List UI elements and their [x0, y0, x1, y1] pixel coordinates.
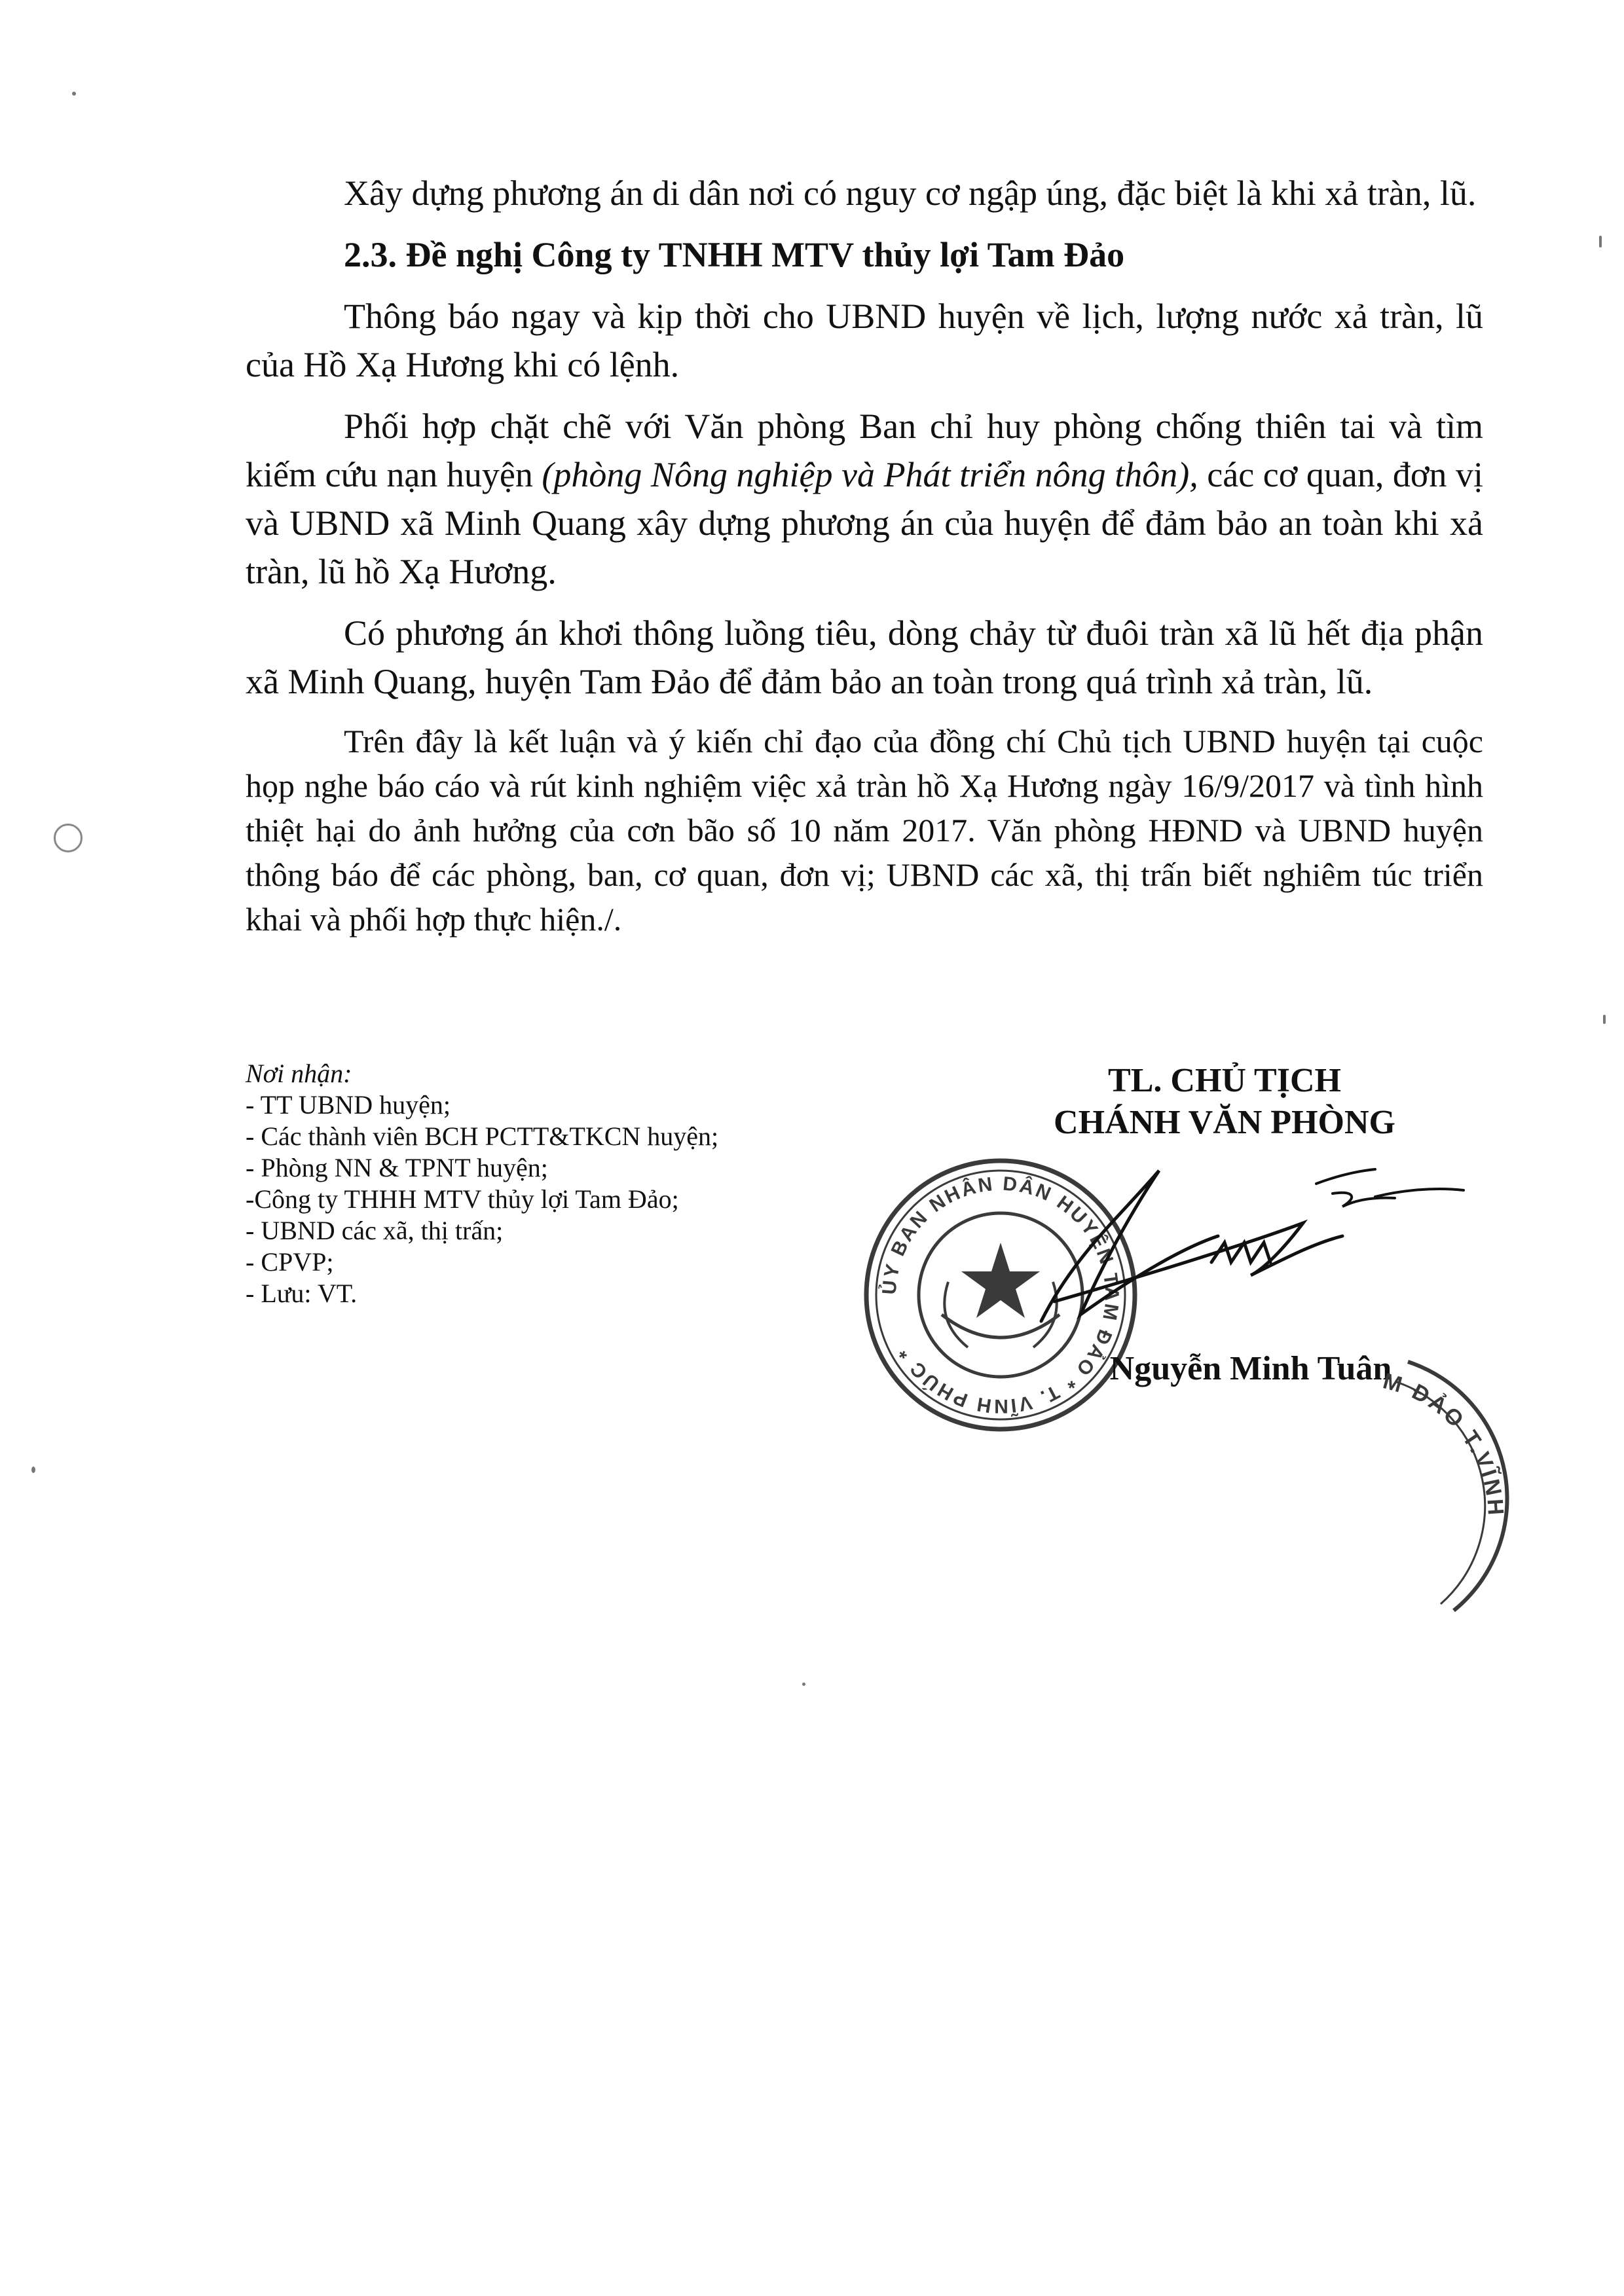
- section-heading-2-3: 2.3. Đề nghị Công ty TNHH MTV thủy lợi Tam Đảo: [344, 235, 1125, 274]
- coordination-text-emphasis: (phòng Nông nghiệp và Phát triển nông thôn),: [542, 455, 1198, 494]
- signer-name: Nguyễn Minh Tuân: [1109, 1350, 1392, 1387]
- svg-text:M ĐẢO T.VĨNH: [1380, 1368, 1508, 1518]
- paragraph-conclusion: Trên đây là kết luận và ý kiến chỉ đạo của đồng chí Chủ tịch UBND huyện tại cuộc họp nghe báo cáo và rút kinh nghiệm việc xả tràn hồ Xạ Hương ngày 16/9/2017 và tình hình thiệt hại do ảnh hưởng của cơn bão số 10 năm 2017. Văn phòng HĐND và UBND huyện thông báo để các phòng, ban, cơ quan, đơn vị; UBND các xã, thị trấn biết nghiêm túc triển khai và phối hợp thực hiện./.: [246, 723, 1483, 938]
- paragraph-notify-schedule: Thông báo ngay và kịp thời cho UBND huyện về lịch, lượng nước xả tràn, lũ của Hồ Xạ Hương khi có lệnh.: [246, 297, 1483, 384]
- scan-speck: [1603, 1015, 1606, 1024]
- recipient-item: - UBND các xã, thị trấn;: [246, 1216, 504, 1245]
- handwritten-signature-icon: [976, 1157, 1473, 1354]
- coordination-text-end: các cơ quan, đơn vị và UBND xã Minh Quang xây dựng phương án của huyện để đảm bảo an toàn khi xả tràn, lũ hồ Xạ Hương.: [246, 455, 1483, 591]
- recipients-block: [246, 1058, 874, 1309]
- signature-title-line2: CHÁNH VĂN PHÒNG: [1054, 1104, 1395, 1141]
- partial-seal-icon: [1369, 1349, 1565, 1624]
- recipient-item: - CPVP;: [246, 1247, 334, 1277]
- recipient-item: - TT UBND huyện;: [246, 1090, 451, 1120]
- recipients-title: Nơi nhận:: [246, 1059, 352, 1088]
- scan-speck: [31, 1467, 35, 1473]
- scan-speck: [802, 1683, 805, 1686]
- scan-speck: [54, 824, 83, 852]
- scan-speck: [72, 92, 76, 96]
- coordination-text-start: Phối hợp chặt chẽ với Văn phòng Ban chỉ huy phòng chống thiên tai và tìm kiếm cứu nạn huyện: [246, 407, 1483, 494]
- recipient-item: - Lưu: VT.: [246, 1279, 358, 1308]
- signature-title-line1: TL. CHỦ TỊCH: [1108, 1062, 1341, 1099]
- document-body: [246, 169, 1483, 941]
- paragraph-drainage-plan: Có phương án khơi thông luồng tiêu, dòng chảy từ đuôi tràn xã lũ hết địa phận xã Minh Quang, huyện Tam Đảo để đảm bảo an toàn trong quá trình xả tràn, lũ.: [246, 613, 1483, 701]
- scan-speck: [1599, 236, 1602, 247]
- seal-text: ỦY BAN NHÂN DÂN HUYỆN TAM ĐẢO * T. VĨNH PHÚC *: [878, 1173, 1123, 1417]
- recipient-item: -Công ty THHH MTV thủy lợi Tam Đảo;: [246, 1184, 679, 1214]
- recipient-item: - Phòng NN & TPNT huyện;: [246, 1153, 548, 1182]
- recipient-item: - Các thành viên BCH PCTT&TKCN huyện;: [246, 1121, 719, 1151]
- paragraph-coordination: [246, 402, 1483, 596]
- recipients-list: [246, 1089, 874, 1309]
- partial-seal-text: M ĐẢO T.VĨNH: [1380, 1368, 1509, 1519]
- paragraph-evacuation-plan: Xây dựng phương án di dân nơi có nguy cơ ngập úng, đặc biệt là khi xả tràn, lũ.: [344, 173, 1477, 213]
